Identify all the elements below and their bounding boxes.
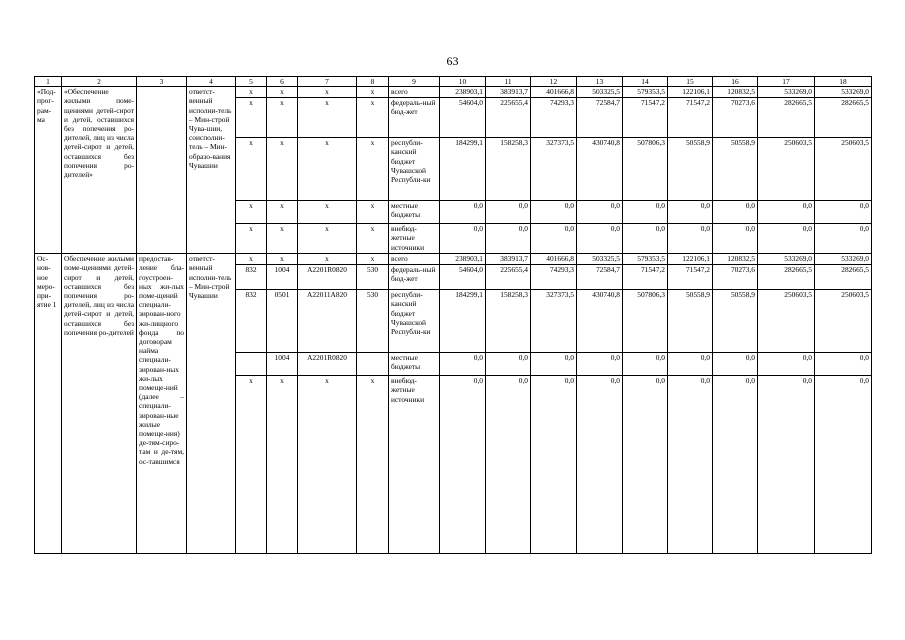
code-cell: x [357,87,389,98]
name-cell: «Обеспечение жилыми поме-щениями детей-сирот и детей, оставшихся без попечения ро-дителей, лиц из числа детей-сирот и детей, оставшихся без попечения ро-дителей» [62,87,137,254]
value-cell: 71547,2 [623,98,668,138]
value-cell: 0,0 [577,224,623,254]
value-cell: 0,0 [668,224,713,254]
code-cell: x [236,376,267,554]
value-cell: 0,0 [815,376,872,554]
value-cell: 158258,3 [486,138,531,201]
value-cell: 184299,1 [440,290,486,353]
value-cell: 0,0 [486,376,531,554]
value-cell: 184299,1 [440,138,486,201]
column-header: 9 [389,77,440,87]
table-row [35,87,872,98]
code-cell [236,353,267,376]
value-cell: 71547,2 [668,98,713,138]
value-cell: 120832,5 [713,87,758,98]
value-cell: 71547,2 [623,265,668,290]
value-cell: 0,0 [577,376,623,554]
value-cell: 0,0 [668,376,713,554]
value-cell: 0,0 [713,353,758,376]
column-header: 2 [62,77,137,87]
value-cell: 533269,0 [758,87,815,98]
code-cell: x [298,98,357,138]
value-cell: 0,0 [577,201,623,224]
source-cell: внебюд-жетные источники [389,376,440,554]
value-cell: 122106,1 [668,87,713,98]
value-cell: 579353,5 [623,87,668,98]
column-header: 4 [187,77,236,87]
code-cell: 0501 [267,290,298,353]
executor-cell: ответст-венный исполни-тель – Мин-строй Чува-шии, соисполни-тель – Мин-образо-вания Чувашии [187,87,236,254]
value-cell: 401666,8 [531,254,577,265]
value-cell: 282665,5 [758,98,815,138]
code-cell: x [298,254,357,265]
value-cell: 327373,5 [531,290,577,353]
column-header: 14 [623,77,668,87]
source-cell: федераль-ный бюд-жет [389,98,440,138]
value-cell: 120832,5 [713,254,758,265]
value-cell: 50558,9 [668,290,713,353]
column-header: 8 [357,77,389,87]
value-cell: 50558,9 [713,290,758,353]
value-cell: 0,0 [815,353,872,376]
value-cell: 250603,5 [758,290,815,353]
value-cell: 282665,5 [758,265,815,290]
value-cell: 0,0 [623,353,668,376]
source-cell: внебюд-жетные источники [389,224,440,254]
value-cell: 74293,3 [531,265,577,290]
executor-cell: ответст-венный исполни-тель – Мин-строй Чувашии [187,254,236,554]
column-header: 3 [137,77,187,87]
value-cell: 0,0 [440,224,486,254]
code-cell: 530 [357,290,389,353]
code-cell: x [267,98,298,138]
value-cell: 54604,0 [440,265,486,290]
value-cell: 0,0 [815,201,872,224]
code-cell: x [298,224,357,254]
value-cell: 0,0 [758,201,815,224]
code-cell: x [357,254,389,265]
value-cell: 70273,6 [713,98,758,138]
column-header: 6 [267,77,298,87]
value-cell: 0,0 [440,353,486,376]
value-cell: 0,0 [486,353,531,376]
value-cell: 282665,5 [815,265,872,290]
value-cell: 327373,5 [531,138,577,201]
value-cell: 74293,3 [531,98,577,138]
value-cell: 0,0 [440,201,486,224]
value-cell: 579353,5 [623,254,668,265]
page-number: 63 [446,54,459,68]
value-cell: 503325,5 [577,254,623,265]
value-cell: 0,0 [531,353,577,376]
code-cell: x [236,254,267,265]
value-cell: 0,0 [486,224,531,254]
value-cell: 0,0 [815,224,872,254]
value-cell: 225655,4 [486,98,531,138]
value-cell: 0,0 [531,224,577,254]
code-cell: x [267,376,298,554]
column-header: 10 [440,77,486,87]
value-cell: 282665,5 [815,98,872,138]
value-cell: 0,0 [713,376,758,554]
code-cell: x [298,138,357,201]
value-cell: 50558,9 [668,138,713,201]
value-cell: 0,0 [713,224,758,254]
value-cell: 0,0 [440,376,486,554]
value-cell: 0,0 [713,201,758,224]
value-cell: 507806,3 [623,138,668,201]
code-cell: A2201R0820 [298,353,357,376]
value-cell: 383913,7 [486,87,531,98]
value-cell: 503325,5 [577,87,623,98]
value-cell: 507806,3 [623,290,668,353]
code-cell: 530 [357,265,389,290]
source-cell: всего [389,254,440,265]
source-cell: всего [389,87,440,98]
value-cell: 54604,0 [440,98,486,138]
source-cell: местные бюджеты [389,201,440,224]
value-cell: 0,0 [758,353,815,376]
code-cell: x [267,138,298,201]
value-cell: 0,0 [486,201,531,224]
code-cell: 1004 [267,265,298,290]
column-header: 12 [531,77,577,87]
value-cell: 383913,7 [486,254,531,265]
column-header: 11 [486,77,531,87]
budget-table [34,76,872,554]
column-header: 15 [668,77,713,87]
code-cell: x [357,98,389,138]
code-cell: x [267,254,298,265]
source-cell: местные бюджеты [389,353,440,376]
column-header: 1 [35,77,62,87]
value-cell: 250603,5 [815,138,872,201]
table-row [35,254,872,265]
value-cell: 0,0 [623,376,668,554]
code-cell: x [357,138,389,201]
value-cell: 533269,0 [815,254,872,265]
code-cell: A2201R0820 [298,265,357,290]
name-cell: Обеспечение жилыми поме-щениями детей-сирот и детей, оставшихся без попечения ро-дителей, лиц из числа детей-сирот и детей, оставшихся без попечения ро-дителей [62,254,137,554]
header-row [35,77,872,87]
code-cell: x [357,376,389,554]
row-type-cell: «Под-прог-рам-ма [35,87,62,254]
code-cell: x [267,224,298,254]
source-cell: федераль-ный бюд-жет [389,265,440,290]
value-cell: 238903,1 [440,254,486,265]
value-cell: 72584,7 [577,98,623,138]
value-cell: 533269,0 [815,87,872,98]
value-cell: 122106,1 [668,254,713,265]
value-cell: 430740,8 [577,138,623,201]
column-header: 18 [815,77,872,87]
description-cell: предостав-ление бла-гоустроен-ных жи-лых поме-щений специали-зирован-ного жи-лищного фонда по договорам найма специали-зирован-ных жи-лых помеще-ний (далее – специали-зирован-ные жилые помеще-ния) де-тям-сиро-там и де-тям, ос-тавшимся [137,254,187,554]
value-cell: 72584,7 [577,265,623,290]
code-cell: x [236,224,267,254]
code-cell: x [298,87,357,98]
value-cell: 250603,5 [815,290,872,353]
code-cell: x [267,87,298,98]
value-cell: 70273,6 [713,265,758,290]
code-cell: x [236,138,267,201]
source-cell: республи-канский бюджет Чувашской Республи-ки [389,290,440,353]
column-header: 7 [298,77,357,87]
value-cell: 238903,1 [440,87,486,98]
value-cell: 50558,9 [713,138,758,201]
value-cell: 158258,3 [486,290,531,353]
code-cell: 1004 [267,353,298,376]
value-cell: 225655,4 [486,265,531,290]
value-cell: 430740,8 [577,290,623,353]
code-cell: x [357,201,389,224]
value-cell: 0,0 [623,224,668,254]
value-cell: 250603,5 [758,138,815,201]
code-cell: x [298,376,357,554]
code-cell: x [236,201,267,224]
value-cell: 0,0 [758,224,815,254]
code-cell: A22011A820 [298,290,357,353]
value-cell: 0,0 [623,201,668,224]
code-cell: x [267,201,298,224]
code-cell: x [298,201,357,224]
value-cell: 0,0 [531,376,577,554]
value-cell: 0,0 [577,353,623,376]
description-cell [137,87,187,254]
value-cell: 401666,8 [531,87,577,98]
column-header: 17 [758,77,815,87]
code-cell: 832 [236,290,267,353]
value-cell: 533269,0 [758,254,815,265]
value-cell: 0,0 [668,201,713,224]
column-header: 5 [236,77,267,87]
column-header: 13 [577,77,623,87]
code-cell: x [357,224,389,254]
table-body [35,77,872,554]
code-cell: x [236,87,267,98]
value-cell: 0,0 [531,201,577,224]
code-cell: x [236,98,267,138]
code-cell: 832 [236,265,267,290]
column-header: 16 [713,77,758,87]
code-cell [357,353,389,376]
row-type-cell: Ос-нов-ное меро-при-ятие 1 [35,254,62,554]
value-cell: 0,0 [668,353,713,376]
value-cell: 71547,2 [668,265,713,290]
value-cell: 0,0 [758,376,815,554]
source-cell: республи-канский бюджет Чувашской Республи-ки [389,138,440,201]
